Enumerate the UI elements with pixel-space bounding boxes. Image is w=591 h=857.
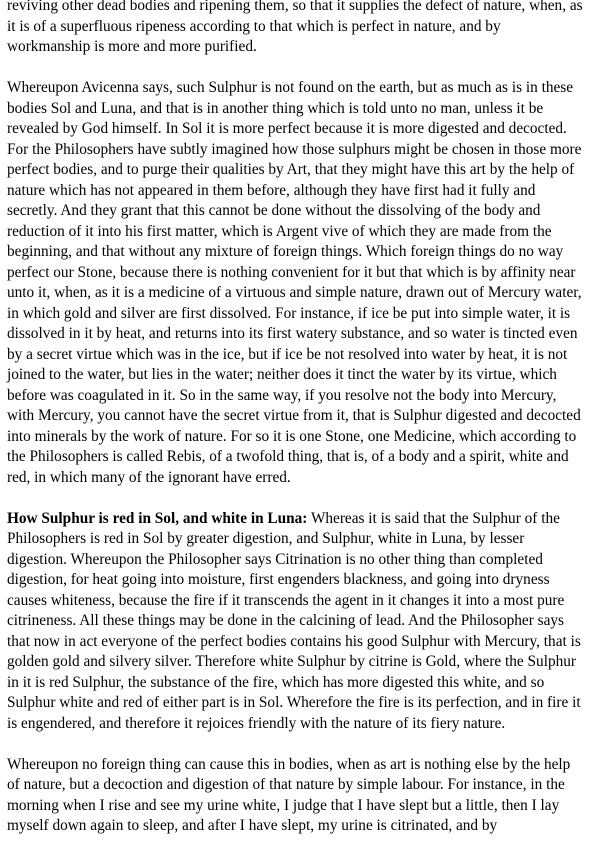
paragraph-4: [7, 755, 583, 837]
paragraph-2: [7, 78, 583, 488]
paragraph-1-text: reviving other dead bodies and ripening them, so that it supplies the defect of nature, when, as it is of a superfluous ripeness according to that which is perfect in nature, and by workmanship is more and more purified.: [7, 0, 583, 55]
paragraph-4-text: Whereupon no foreign thing can cause this in bodies, when as art is nothing else by the help of nature, but a decoction and digestion of that nature by simple labour. For instance, in the morning when I rise and see my urine white, I judge that I have slept but a little, then I lay myself down again to sleep, and after I have slept, my urine is citrinated, and by: [7, 755, 571, 834]
paragraph-1: [7, 0, 583, 58]
paragraph-3: [7, 509, 583, 735]
document-page: [7, 0, 583, 857]
section-heading: How Sulphur is red in Sol, and white in Luna:: [7, 509, 308, 527]
paragraph-3-text: Whereas it is said that the Sulphur of the Philosophers is red in Sol by greater digestion, and Sulphur, white in Luna, by lesser digestion. Whereupon the Philosopher says Citrination is no other thing than completed digestion, for heat going into moisture, first engenders blackness, and going into dryness causes whiteness, because the fire if it transcends the agent in it changes it into a most pure citrineness. All these things may be done in the calcining of lead. And the Philosopher says that now in act everyone of the perfect bodies contains his good Sulphur with Mercury, that is golden gold and silvery silver. Therefore white Sulphur by citrine is Gold, where the Sulphur in it is red Sulphur, the substance of the fire, which has more digested this white, and so Sulphur white and red of either part is in Sol. Wherefore the fire is its perfection, and in fire it is engendered, and therefore it rejoices friendly with the nature of its fiery nature.: [7, 509, 581, 732]
paragraph-2-text: Whereupon Avicenna says, such Sulphur is not found on the earth, but as much as is in these bodies Sol and Luna, and that is in another thing which is told unto no man, unless it be revealed by God himself. In Sol it is more perfect because it is more digested and decocted. For the Philosophers have subtly imagined how those sulphurs might be chosen in those more perfect bodies, and to purge their qualities by Art, that they might have this art by the help of nature which has not appeared in them before, although they have first had it fully and secretly. And they grant that this cannot be done without the dissolving of the body and reduction of it into his first matter, which is Argent vive of which they are made from the beginning, and that without any mixture of foreign things. Which foreign things do no way perfect our Stone, because there is nothing convenient for it but that which is by affinity near unto it, when, as it is a medicine of a virtuous and simple nature, drawn out of Mercury water, in which gold and silver are first dissolved. For instance, if ice be put into simple water, it is dissolved in it by heat, and returns into its first watery substance, and so water is tincted even by a secret virtue which was in the ice, but if ice be not resolved into water by heat, it is not joined to the water, but lies in the water; neither does it tinct the water by its virtue, which before was coagulated in it. So in the same way, if you resolve not the body into Mercury, with Mercury, you cannot have the secret virtue from it, that is Sulphur digested and decocted into minerals by the work of nature. For so it is one Stone, one Medicine, which according to the Philosophers is called Rebis, of a twofold thing, that is, of a body and a spirit, white and red, in which many of the ignorant have erred.: [7, 79, 582, 486]
